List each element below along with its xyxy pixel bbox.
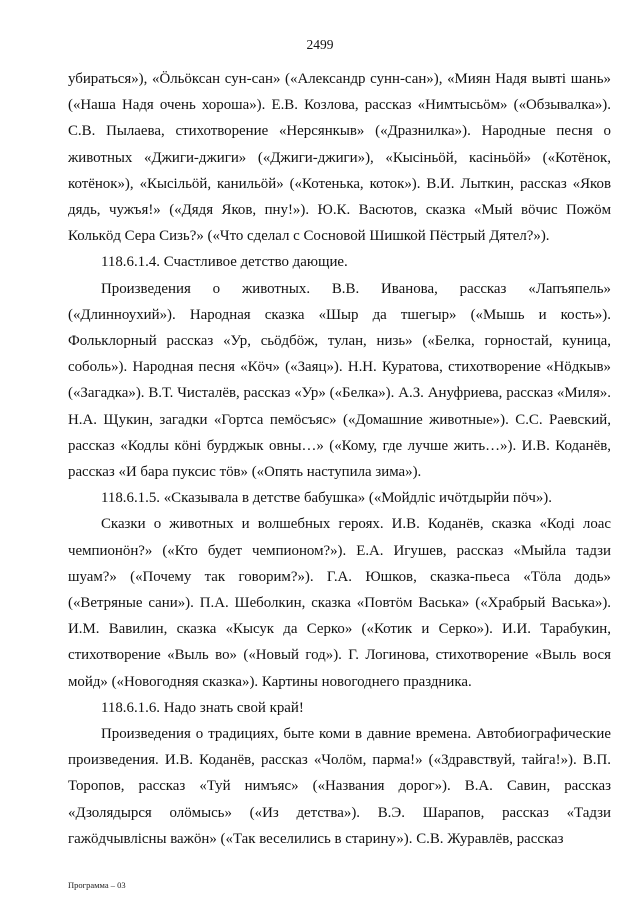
paragraph-continuation: убираться»), «Ӧльӧксан сун-сан» («Александр сунн-сан»), «Миян Надя вывті шань» («Наша Надя очень хороша»). Е.В. Козлова, рассказ «Нимтысьӧм» («Обзывалка»). С.В. Пылаева, стихотворение «Нерсянкыв» («Дразнилка»). Народные песня о животных «Джиги-джиги» («Джиги-джиги»), «Кысіньӧй, касіньӧй» («Котёнок, котёнок»), «Кысільӧй, канильӧй» («Котенька, коток»). В.И. Лыткин, рассказ «Яков дядь, чужъя!» («Дядя Яков, пну!»). Ю.К. Васютов, сказка «Мый вӧчис Пожӧм Колькӧд Сера Сизь?» («Что сделал с Сосновой Шишкой Пёстрый Дятел?»). bbox=[68, 71, 611, 245]
page-number: 2499 bbox=[306, 37, 334, 52]
section-heading-118-6-1-5: 118.6.1.5. «Сказывала в детстве бабушка» («Мойдліс ичӧтдырйи пӧч»). bbox=[101, 490, 552, 507]
document-body bbox=[68, 66, 611, 852]
page-footer: Программа – 03 bbox=[68, 880, 126, 890]
section-heading-118-6-1-4: 118.6.1.4. Счастливое детство дающие. bbox=[101, 254, 348, 271]
paragraph-animals-works: Произведения о животных. В.В. Иванова, рассказ «Лапъяпель» («Длинноухий»). Народная сказка «Шыр да тшегыр» («Мышь и кость»). Фольклорный рассказ «Ур, сьӧдбӧж, тулан, низь» («Белка, горностай, куница, соболь»). Народная песня «Кӧч» («Заяц»). Н.Н. Куратова, стихотворение «Нӧдкыв» («Загадка»). В.Т. Чисталёв, рассказ «Ур» («Белка»). А.З. Ануфриева, рассказ «Миля». Н.А. Щукин, загадки «Гортса пемӧсъяс» («Домашние животные»). С.С. Раевский, рассказ «Кодлы кӧні бурджык овны…» («Кому, где лучше жить…»). И.В. Коданёв, рассказ «И бара пуксис тӧв» («Опять наступила зима»). bbox=[68, 280, 611, 481]
paragraph-traditions: Произведения о традициях, быте коми в давние времена. Автобиографические произведения. И.В. Коданёв, рассказ «Чолӧм, парма!» («Здравствуй, тайга!»). В.П. Торопов, рассказ «Туй нимъяс» («Названия дорог»). В.А. Савин, рассказ «Дзолядырся олӧмысь» («Из детства»). В.Э. Шарапов, рассказ «Тадзи гажӧдчывлісны важӧн» («Так веселились в старину»). С.В. Журавлёв, рассказ bbox=[68, 726, 611, 847]
paragraph-fairy-tales: Сказки о животных и волшебных героях. И.В. Коданёв, сказка «Коді лоас чемпионӧн?» («Кто будет чемпионом?»). Е.А. Игушев, рассказ «Мыйла тадзи шуам?» («Почему так говорим?»). Г.А. Юшков, сказка-пьеса «Тӧла додь» («Ветряные сани»). П.А. Шеболкин, сказка «Повтӧм Васька» («Храбрый Васька»). И.М. Вавилин, сказка «Кысук да Серко» («Котик и Серко»). И.И. Тарабукин, стихотворение «Выль во» («Новый год»). Г. Логинова, стихотворение «Выль вося мойд» («Новогодняя сказка»). Картины новогоднего праздника. bbox=[68, 516, 611, 690]
section-heading-118-6-1-6: 118.6.1.6. Надо знать свой край! bbox=[101, 699, 304, 716]
